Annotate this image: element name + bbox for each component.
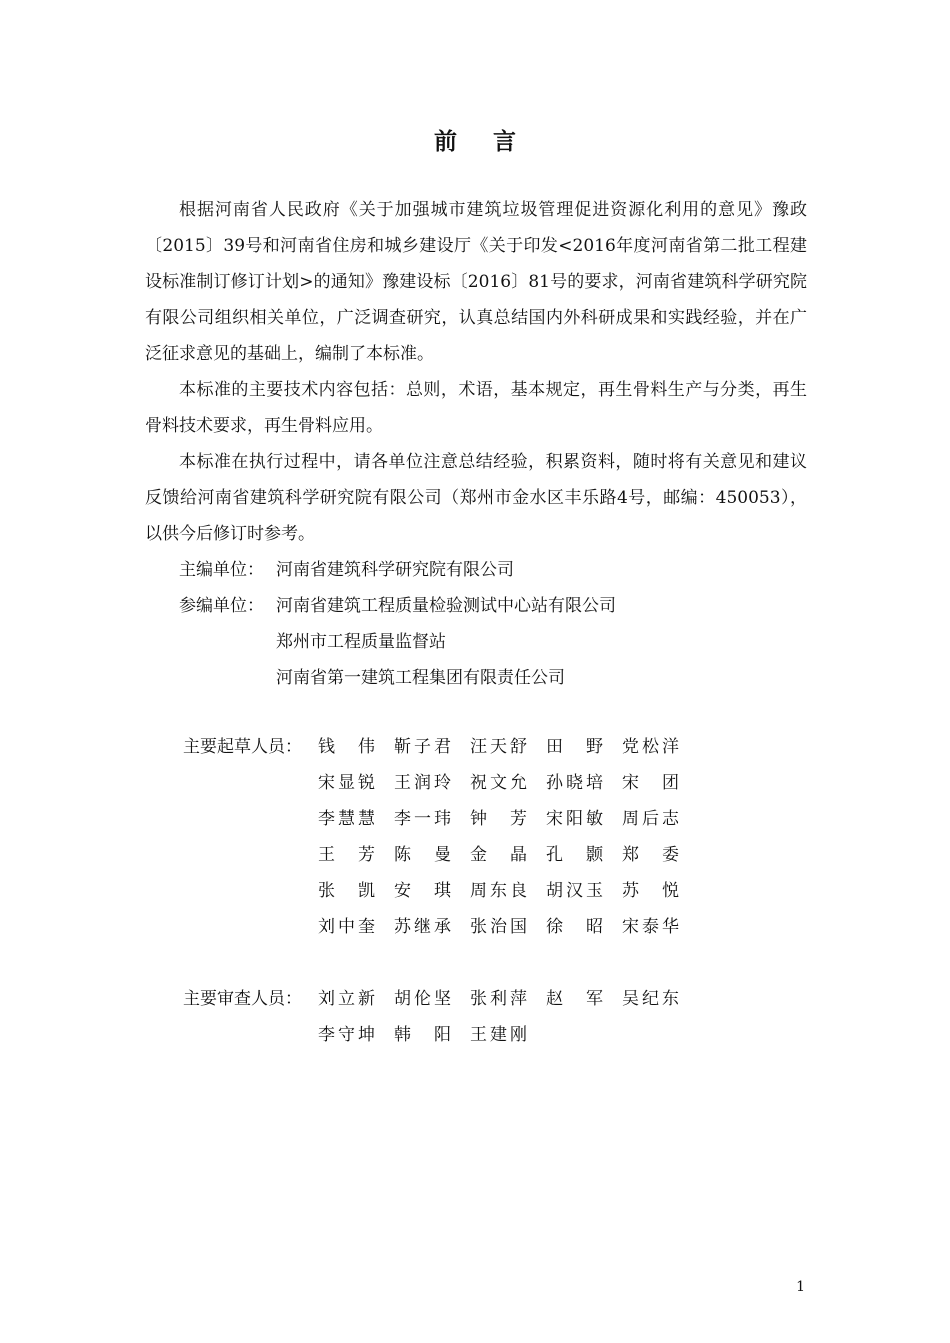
person-name: 张利萍 — [470, 989, 527, 1009]
person-name: 张 凯 — [318, 881, 375, 901]
person-name: 宋阳敏 — [546, 809, 603, 829]
participating-unit-name: 郑州市工程质量监督站 — [276, 632, 446, 652]
person-name: 宋显锐 — [318, 773, 375, 793]
person-name: 宋 团 — [622, 773, 679, 793]
person-name: 金 晶 — [470, 845, 527, 865]
paragraph-basis: 根据河南省人民政府《关于加强城市建筑垃圾管理促进资源化利用的意见》豫政〔2015〕39号和河南省住房和城乡建设厅《关于印发<2016年度河南省第二批工程建设标准制订修订计划>的通知》豫建设标〔2016〕81号的要求，河南省建筑科学研究院有限公司组织相关单位，广泛调查研究，认真总结国内外科研成果和实践经验，并在广泛征求意见的基础上，编制了本标准。 — [145, 200, 807, 364]
drafters-row — [318, 729, 718, 765]
reviewers-names — [318, 981, 718, 1053]
person-name: 郑 委 — [622, 845, 679, 865]
person-name: 孙晓培 — [546, 773, 603, 793]
drafters-row — [318, 837, 718, 873]
participating-unit-name: 河南省第一建筑工程集团有限责任公司 — [276, 668, 565, 688]
person-name: 刘中奎 — [318, 917, 375, 937]
person-name: 苏 悦 — [622, 881, 679, 901]
person-name: 靳子君 — [394, 737, 451, 757]
person-name: 钟 芳 — [470, 809, 527, 829]
chief-unit-line — [145, 552, 807, 588]
participating-unit-line — [145, 588, 807, 624]
person-name: 张治国 — [470, 917, 527, 937]
person-name: 汪天舒 — [470, 737, 527, 757]
person-name: 胡汉玉 — [546, 881, 603, 901]
participating-unit-line — [145, 660, 807, 696]
page-title: 前 言 — [433, 128, 530, 155]
participating-unit-label: 参编单位： — [179, 596, 264, 616]
person-name: 徐 昭 — [546, 917, 603, 937]
drafters-names — [318, 729, 718, 945]
drafters-row — [318, 909, 718, 945]
person-name: 党松洋 — [622, 737, 679, 757]
reviewers-label: 主要审查人员： — [183, 989, 302, 1009]
person-name: 赵 军 — [546, 989, 603, 1009]
paragraph-content: 本标准的主要技术内容包括：总则，术语，基本规定，再生骨料生产与分类，再生骨料技术要求，再生骨料应用。 — [145, 380, 807, 436]
person-name: 韩 阳 — [394, 1025, 451, 1045]
drafters-row — [318, 801, 718, 837]
person-name: 苏继承 — [394, 917, 451, 937]
person-name: 胡伦坚 — [394, 989, 451, 1009]
reviewers-row — [318, 981, 718, 1017]
person-name: 周后志 — [622, 809, 679, 829]
page-number: 1 — [796, 1279, 805, 1295]
person-name: 吴纪东 — [622, 989, 679, 1009]
person-name: 李慧慧 — [318, 809, 375, 829]
person-name: 李守坤 — [318, 1025, 375, 1045]
person-name: 周东良 — [470, 881, 527, 901]
person-name: 王建刚 — [470, 1025, 527, 1045]
paragraph-feedback: 本标准在执行过程中，请各单位注意总结经验，积累资料，随时将有关意见和建议反馈给河南省建筑科学研究院有限公司（郑州市金水区丰乐路4号，邮编：450053），以供今后修订时参考。 — [145, 452, 807, 544]
person-name: 祝文允 — [470, 773, 527, 793]
participating-unit-line — [145, 624, 807, 660]
participating-unit-name: 河南省建筑工程质量检验测试中心站有限公司 — [276, 596, 616, 616]
preface-body — [145, 192, 807, 696]
person-name: 钱 伟 — [318, 737, 375, 757]
drafters-label: 主要起草人员： — [183, 737, 302, 757]
person-name: 安 琪 — [394, 881, 451, 901]
person-name: 田 野 — [546, 737, 603, 757]
person-name: 王润玲 — [394, 773, 451, 793]
chief-unit-name: 河南省建筑科学研究院有限公司 — [276, 560, 514, 580]
drafters-row — [318, 765, 718, 801]
drafters-row — [318, 873, 718, 909]
person-name: 孔 颢 — [546, 845, 603, 865]
person-name: 宋泰华 — [622, 917, 679, 937]
person-name: 李一玮 — [394, 809, 451, 829]
person-name: 王 芳 — [318, 845, 375, 865]
chief-unit-label: 主编单位： — [179, 560, 264, 580]
person-name: 陈 曼 — [394, 845, 451, 865]
reviewers-row — [318, 1017, 718, 1053]
person-name: 刘立新 — [318, 989, 375, 1009]
